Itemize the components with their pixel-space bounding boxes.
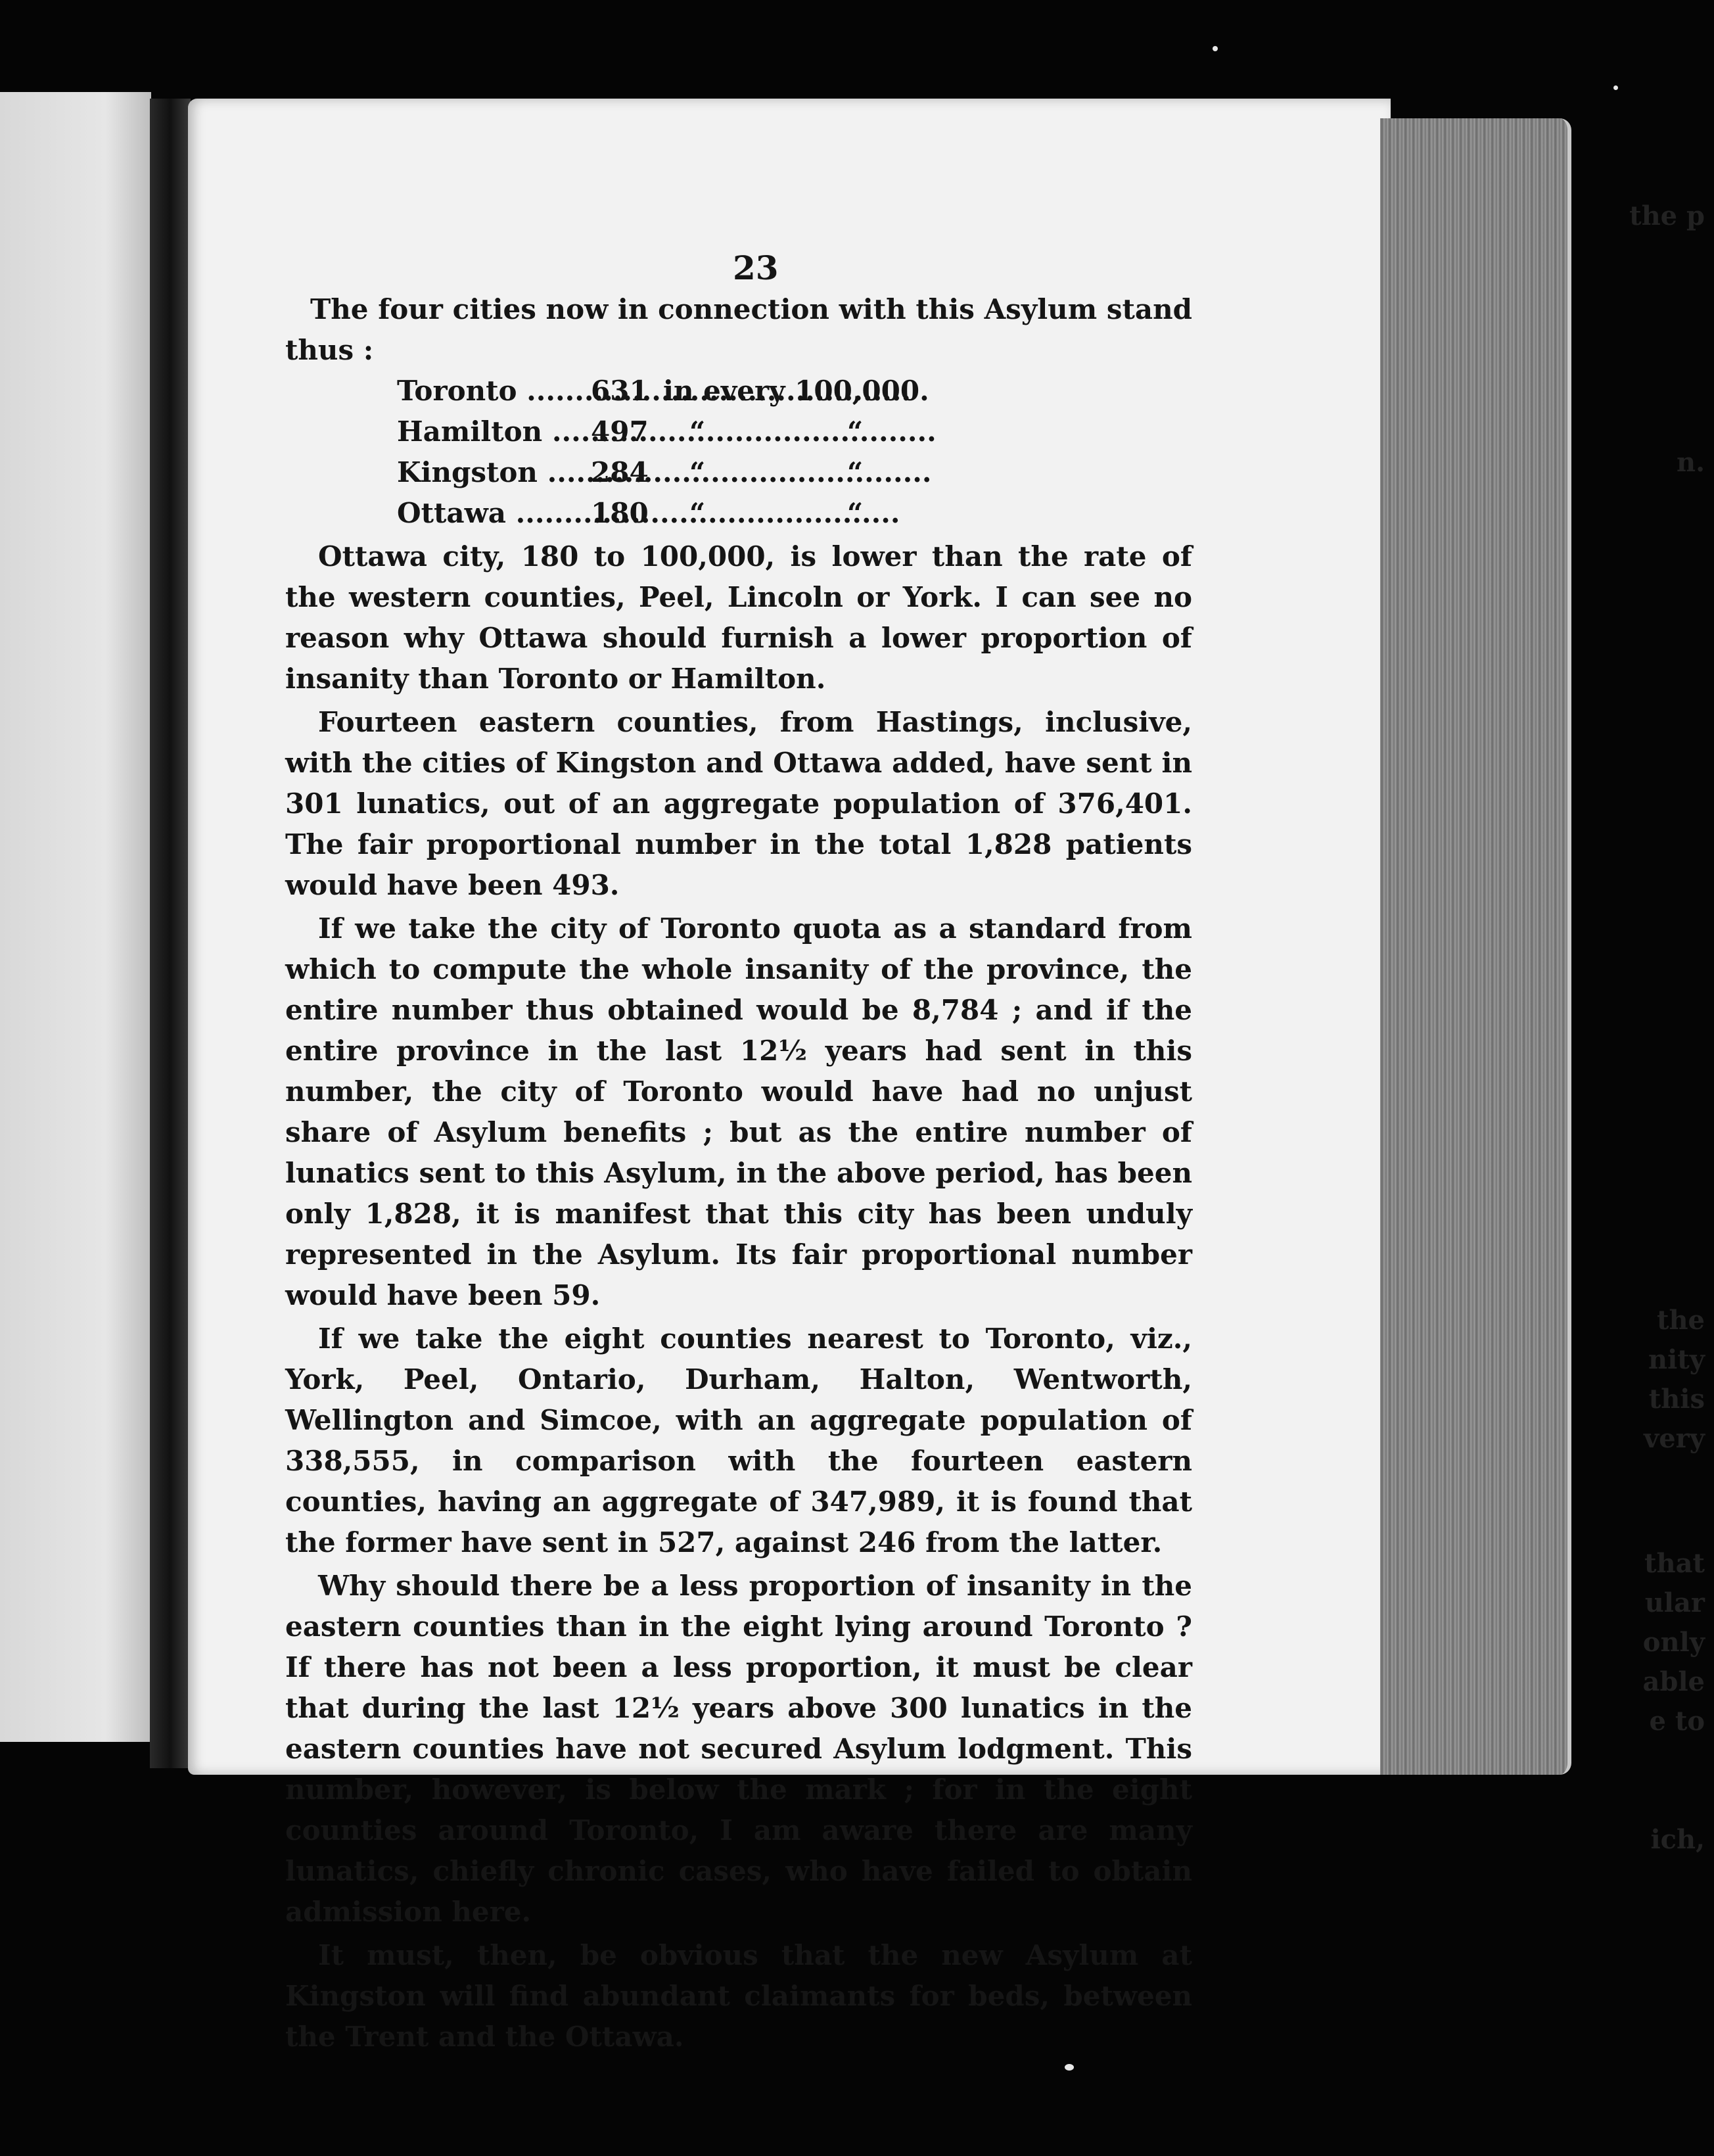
paragraph-eastern-counties: Fourteen eastern counties, from Hastings, inclusive, with the cities of Kingston and Ottawa added, have sent in 301 lunatics, out of an aggregate population of 376,401. The fair proportional number in the total 1,828 patients would have been 493.: [285, 706, 1192, 901]
left-page-fragment: very: [1643, 1423, 1705, 1454]
left-page-edge: [0, 92, 151, 1742]
rate-value: 631: [591, 375, 649, 407]
paragraph-kingston-asylum: It must, then, be obvious that the new Asylum at Kingston will find abundant claimants for beds, between the Trent and the Ottawa.: [285, 1939, 1192, 2053]
left-page-fragment: the: [1656, 1305, 1705, 1336]
page-body: [285, 237, 1192, 2057]
rate-value: 284: [591, 456, 649, 488]
rate-row-kingston: [397, 452, 1192, 493]
rate-row-toronto: [397, 371, 1192, 411]
page-block-edge: [1380, 118, 1571, 1775]
rate-row-hamilton: [397, 411, 1192, 452]
left-page-fragment: ular: [1644, 1587, 1705, 1618]
city-name: Toronto .....: [397, 371, 505, 411]
page-number: 23: [733, 248, 779, 287]
dust-speck: [1065, 2064, 1074, 2071]
left-page-fragment: n.: [1676, 447, 1705, 478]
ditto-mark: “: [689, 497, 706, 529]
city-name: Hamilton .....: [397, 411, 505, 452]
left-page-fragment: this: [1648, 1384, 1705, 1415]
ditto-mark: “: [847, 415, 864, 448]
left-page-fragment: e to: [1649, 1706, 1705, 1737]
ditto-mark: “: [689, 456, 706, 488]
intro-line: The four cities now in connection with this Asylum stand thus :: [285, 293, 1192, 366]
left-page-fragment: the p: [1629, 200, 1705, 231]
city-name: Ottawa .....: [397, 493, 505, 534]
ditto-mark: “: [689, 415, 706, 448]
paragraph-less-proportion: Why should there be a less proportion of insanity in the eastern counties than in the eight lying around Toronto ? If there has not been a less proportion, it must be clear that during the last 12½ years above 300 lunatics in the eastern counties have not secured Asylum lodgment. This number, however, is below the mark ; for in the eight counties around Toronto, I am aware there are many lunatics, chiefly chronic cases, who have failed to obtain admission here.: [285, 1570, 1192, 1928]
city-rates-table: [397, 371, 1192, 534]
rate-value: 497: [591, 415, 649, 448]
paragraph-toronto-quota: If we take the city of Toronto quota as a standard from which to compute the whole insanity of the province, the entire number thus obtained would be 8,784 ; and if the entire province in the last 12½ years had sent in this number, the city of Toronto would have had no unjust share of Asylum benefits ; but as the entire number of lunatics sent to this Asylum, in the above period, has been only 1,828, it is manifest that this city has been unduly represented in the Asylum. Its fair proportional number would have been 59.: [285, 912, 1192, 1311]
paragraph-ottawa-rate: Ottawa city, 180 to 100,000, is lower than the rate of the western counties, Peel, Lincoln or York. I can see no reason why Ottawa should furnish a lower proportion of insanity than Toronto or Hamilton.: [285, 540, 1192, 695]
city-name: Kingston .....: [397, 452, 505, 493]
left-page-fragment: nity: [1648, 1344, 1705, 1375]
left-page-fragment: able: [1642, 1666, 1705, 1697]
left-page-fragment: that: [1644, 1548, 1705, 1579]
book-gutter: [150, 99, 191, 1768]
dust-speck: [1213, 46, 1218, 51]
rate-note: in every 100,000.: [663, 375, 929, 407]
left-page-fragment: ich,: [1650, 1824, 1705, 1855]
ditto-mark: “: [847, 497, 864, 529]
rate-row-ottawa: [397, 493, 1192, 534]
dust-speck: [1613, 85, 1618, 90]
ditto-mark: “: [847, 456, 864, 488]
paragraph-eight-counties: If we take the eight counties nearest to Toronto, viz., York, Peel, Ontario, Durham, Halton, Wentworth, Wellington and Simcoe, with an aggregate population of 338,555, in comparison with the fourteen eastern counties, having an aggregate of 347,989, it is found that the former have sent in 527, against 246 from the latter.: [285, 1323, 1192, 1558]
rate-value: 180: [591, 497, 649, 529]
left-page-fragment: only: [1642, 1627, 1705, 1658]
